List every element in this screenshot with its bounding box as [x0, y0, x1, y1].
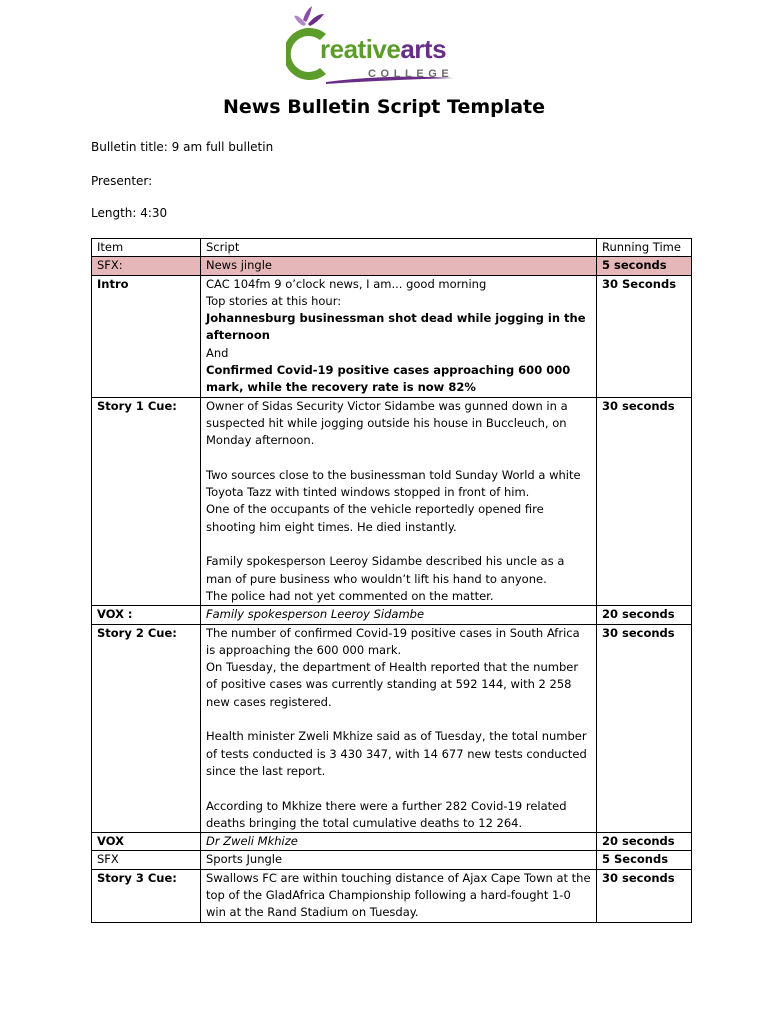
row-item: SFX:: [92, 257, 201, 275]
header-item: Item: [92, 239, 201, 257]
script-line: Johannesburg businessman shot dead while jogging in the afternoon: [206, 311, 586, 343]
row-script: [201, 833, 597, 851]
script-table: [91, 238, 692, 923]
table-row: [92, 606, 692, 624]
row-item: SFX: [92, 851, 201, 869]
row-item: VOX :: [92, 606, 201, 624]
row-script: [201, 257, 597, 275]
script-line: One of the occupants of the vehicle reportedly opened fire shooting him eight times. He died instantly.: [206, 502, 544, 534]
script-line: According to Mkhize there were a further 282 Covid-19 related deaths bringing the total cumulative deaths to 12 264.: [206, 798, 567, 830]
script-line: The number of confirmed Covid-19 positive cases in South Africa is approaching the 600 000 mark.: [206, 625, 580, 657]
table-row: [92, 624, 692, 833]
logo-word-main: reative: [320, 34, 401, 64]
header-script: Script: [201, 239, 597, 257]
table-row: [92, 275, 692, 397]
row-script: [201, 869, 597, 922]
presenter-line: Presenter:: [91, 174, 153, 188]
row-running-time: 20 seconds: [597, 833, 692, 851]
row-running-time: 30 seconds: [597, 624, 692, 833]
row-running-time: 20 seconds: [597, 606, 692, 624]
script-line: Family spokesperson Leeroy Sidambe described his uncle as a man of pure business who wouldn’t lift his hand to anyone.: [206, 554, 565, 586]
table-row: [92, 851, 692, 869]
row-script: [201, 851, 597, 869]
table-row: [92, 833, 692, 851]
script-line: On Tuesday, the department of Health reported that the number of positive cases was currently standing at 592 144, with 2 258 new cases registered.: [206, 660, 579, 709]
table-header-row: [92, 239, 692, 257]
table-row: [92, 869, 692, 922]
header-running-time: Running Time: [597, 239, 692, 257]
document-title: News Bulletin Script Template: [222, 96, 546, 118]
script-line: Swallows FC are within touching distance of Ajax Cape Town at the top of the GladAfrica Championship following a hard-fought 1-0 win at the Rand Stadium on Tuesday.: [206, 870, 591, 920]
row-running-time: 30 Seconds: [597, 275, 692, 397]
script-line: CAC 104fm 9 o’clock news, I am... good morning: [206, 276, 487, 291]
row-item: Story 2 Cue:: [92, 624, 201, 833]
script-line: Health minister Zweli Mkhize said as of Tuesday, the total number of tests conducted is 3 430 347, with 14 677 new tests conducted since the last report.: [206, 729, 587, 778]
script-line: Family spokesperson Leeroy Sidambe: [206, 607, 425, 622]
script-line: The police had not yet commented on the matter.: [206, 588, 494, 603]
row-item: VOX: [92, 833, 201, 851]
bulletin-title-line: Bulletin title: 9 am full bulletin: [91, 140, 274, 154]
row-running-time: 5 seconds: [597, 257, 692, 275]
script-line: Dr Zweli Mkhize: [206, 834, 298, 849]
script-line: Confirmed Covid-19 positive cases approaching 600 000 mark, while the recovery rate is now 82%: [206, 363, 571, 395]
length-line: Length: 4:30: [91, 206, 168, 220]
row-script: [201, 397, 597, 606]
script-line: Sports Jungle: [206, 852, 283, 867]
row-script: [201, 275, 597, 397]
table-row: [92, 397, 692, 606]
table-row: [92, 257, 692, 275]
row-script: [201, 624, 597, 833]
row-item: Story 3 Cue:: [92, 869, 201, 922]
row-running-time: 30 seconds: [597, 869, 692, 922]
row-running-time: 5 Seconds: [597, 851, 692, 869]
row-script: [201, 606, 597, 624]
logo-word-accent: arts: [400, 34, 447, 64]
row-item: Story 1 Cue:: [92, 397, 201, 606]
row-running-time: 30 seconds: [597, 397, 692, 606]
row-item: Intro: [92, 275, 201, 397]
logo-wordmark: [320, 36, 446, 62]
script-line: Two sources close to the businessman told Sunday World a white Toyota Tazz with tinted windows stopped in front of him.: [206, 467, 581, 500]
script-line: Owner of Sidas Security Victor Sidambe was gunned down in a suspected hit while jogging outside his house in Buccleuch, on Monday afternoon.: [206, 398, 568, 448]
college-logo: [286, 4, 458, 86]
script-line: Top stories at this hour:: [206, 293, 342, 308]
logo-subtitle: COLLEGE: [368, 68, 454, 80]
script-line: And: [206, 345, 229, 360]
script-line: News jingle: [206, 258, 272, 273]
